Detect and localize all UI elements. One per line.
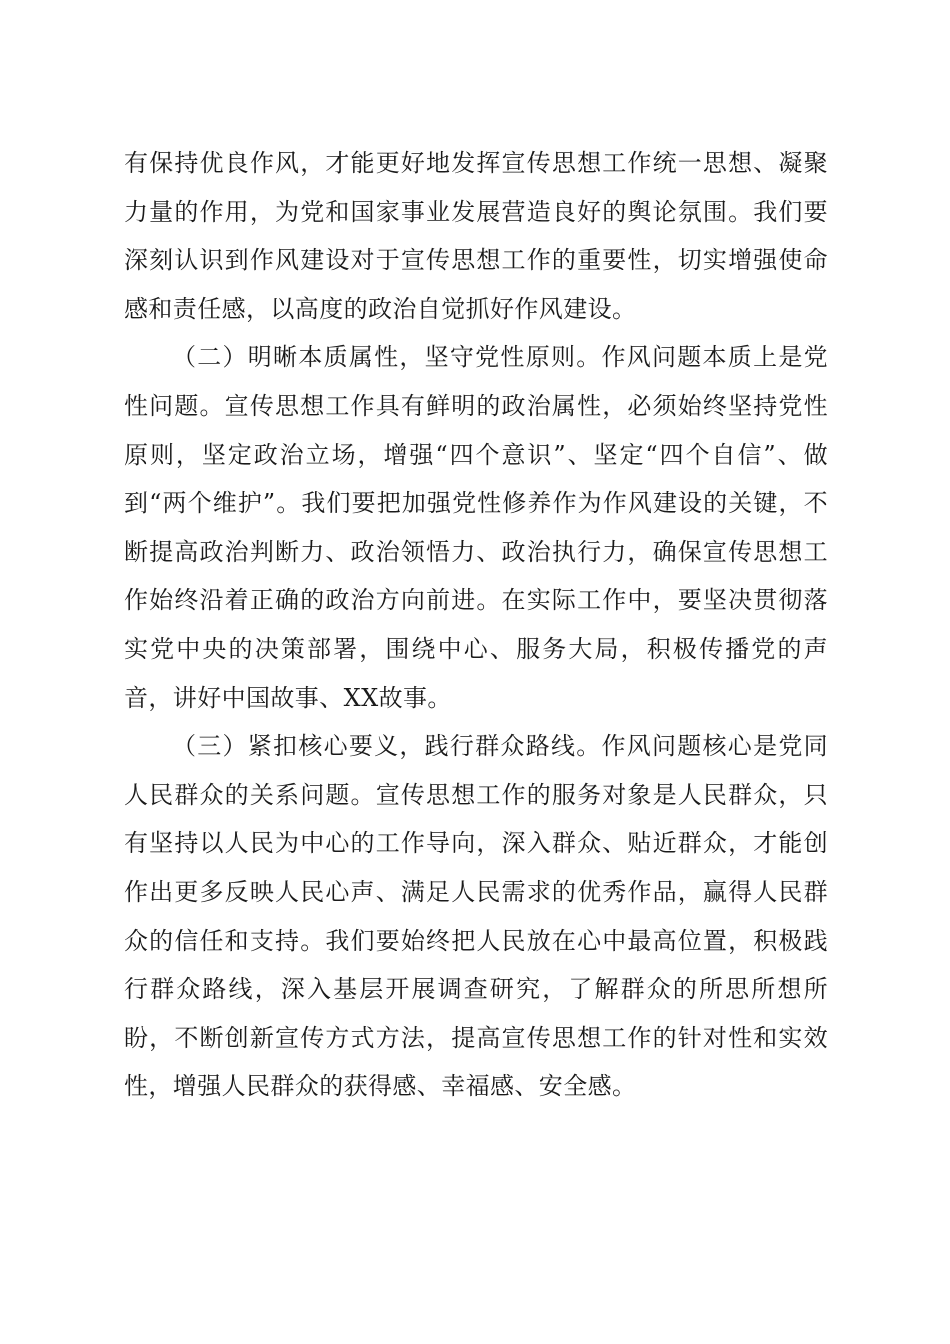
paragraph-section-two: （二）明晰本质属性，坚守党性原则。作风问题本质上是党性问题。宣传思想工作具有鲜明的政治属性，必须始终坚持党性原则，坚定政治立场，增强“四个意识”、坚定“四个自信”、做到“两个维护”。我们要把加强党性修养作为作风建设的关键，不断提高政治判断力、政治领悟力、政治执行力，确保宣传思想工作始终沿着正确的政治方向前进。在实际工作中，要坚决贯彻落实党中央的决策部署，围绕中心、服务大局，积极传播党的声音，讲好中国故事、XX故事。 [124, 343, 828, 712]
document-body [124, 139, 828, 1111]
paragraph-section-three: （三）紧扣核心要义，践行群众路线。作风问题核心是党同人民群众的关系问题。宣传思想工作的服务对象是人民群众，只有坚持以人民为中心的工作导向，深入群众、贴近群众，才能创作出更多反映人民心声、满足人民需求的优秀作品，赢得人民群众的信任和支持。我们要始终把人民放在心中最高位置，积极践行群众路线，深入基层开展调查研究，了解群众的所思所想所盼，不断创新宣传方式方法，提高宣传思想工作的针对性和实效性，增强人民群众的获得感、幸福感、安全感。 [124, 732, 828, 1101]
paragraph-continuation: 有保持优良作风，才能更好地发挥宣传思想工作统一思想、凝聚力量的作用，为党和国家事业发展营造良好的舆论氛围。我们要深刻认识到作风建设对于宣传思想工作的重要性，切实增强使命感和责任感，以高度的政治自觉抓好作风建设。 [124, 149, 828, 323]
